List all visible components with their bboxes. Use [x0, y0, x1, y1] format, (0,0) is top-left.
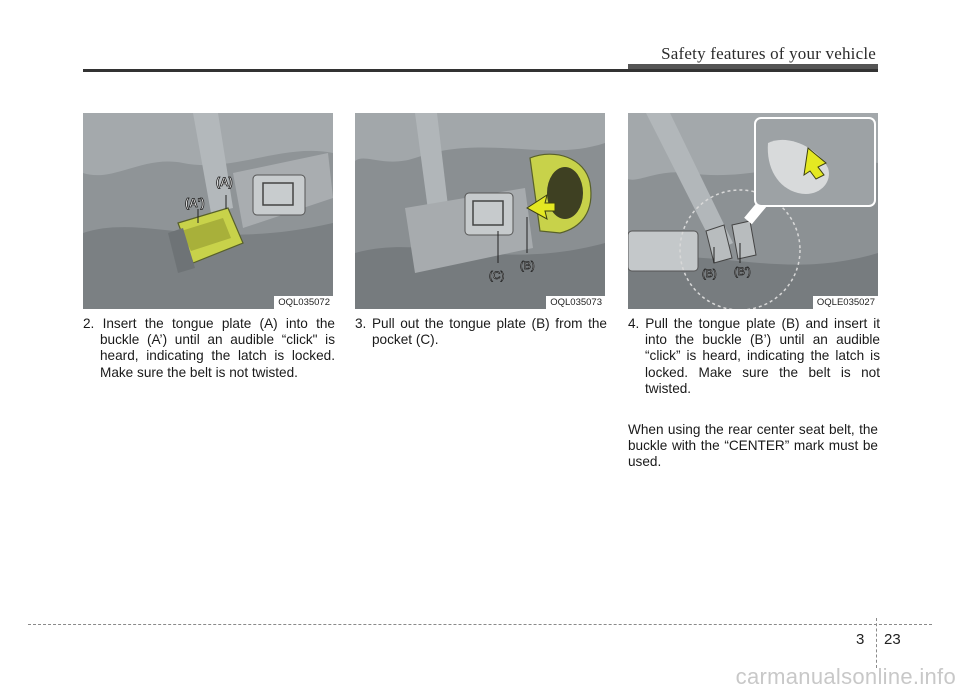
figure-insert-buckle-b	[628, 113, 878, 309]
step-paragraph: 4. Pull the tongue plate (B) and insert it into the buckle (B’) until an audible “click” is heard, indicating the latch is locked. Make sure the belt is not twisted.	[628, 316, 880, 396]
illustration-buckle-b	[628, 113, 878, 309]
label-c: (C)	[489, 270, 505, 282]
footer-divider	[876, 618, 877, 668]
step-4-text	[628, 316, 880, 397]
label-a: (A)	[216, 175, 233, 189]
label-a-prime: (A')	[185, 196, 205, 210]
figure-pull-tongue-plate	[355, 113, 605, 309]
step-paragraph: 3. Pull out the tongue plate (B) from the pocket (C).	[355, 316, 607, 348]
footer-rule	[28, 624, 932, 625]
label-b: (B)	[520, 260, 535, 272]
header-rule	[83, 69, 878, 72]
figure-code: OQL035073	[546, 296, 605, 309]
figure-insert-tongue-plate	[83, 113, 333, 309]
figure-code: OQLE035027	[813, 296, 878, 309]
chapter-number: 3	[856, 631, 865, 648]
label-b-prime: (B')	[734, 266, 751, 278]
label-b: (B)	[702, 268, 717, 280]
watermark: carmanualsonline.info	[735, 664, 956, 689]
figure-code: OQL035072	[274, 296, 333, 309]
illustration-pocket	[355, 113, 605, 309]
step-3-text	[355, 316, 607, 348]
step-paragraph: 2. Insert the tongue plate (A) into the buckle (A’) until an audible “click" is heard, indicating the latch is locked. Make sure the belt is not twisted.	[83, 316, 335, 380]
illustration-buckle-a	[83, 113, 333, 309]
step-2-text	[83, 316, 335, 381]
page-number: 23	[884, 631, 901, 648]
section-title: Safety features of your vehicle	[661, 44, 876, 63]
center-seat-note: When using the rear center seat belt, the buckle with the “CENTER” mark must be used.	[628, 422, 878, 470]
